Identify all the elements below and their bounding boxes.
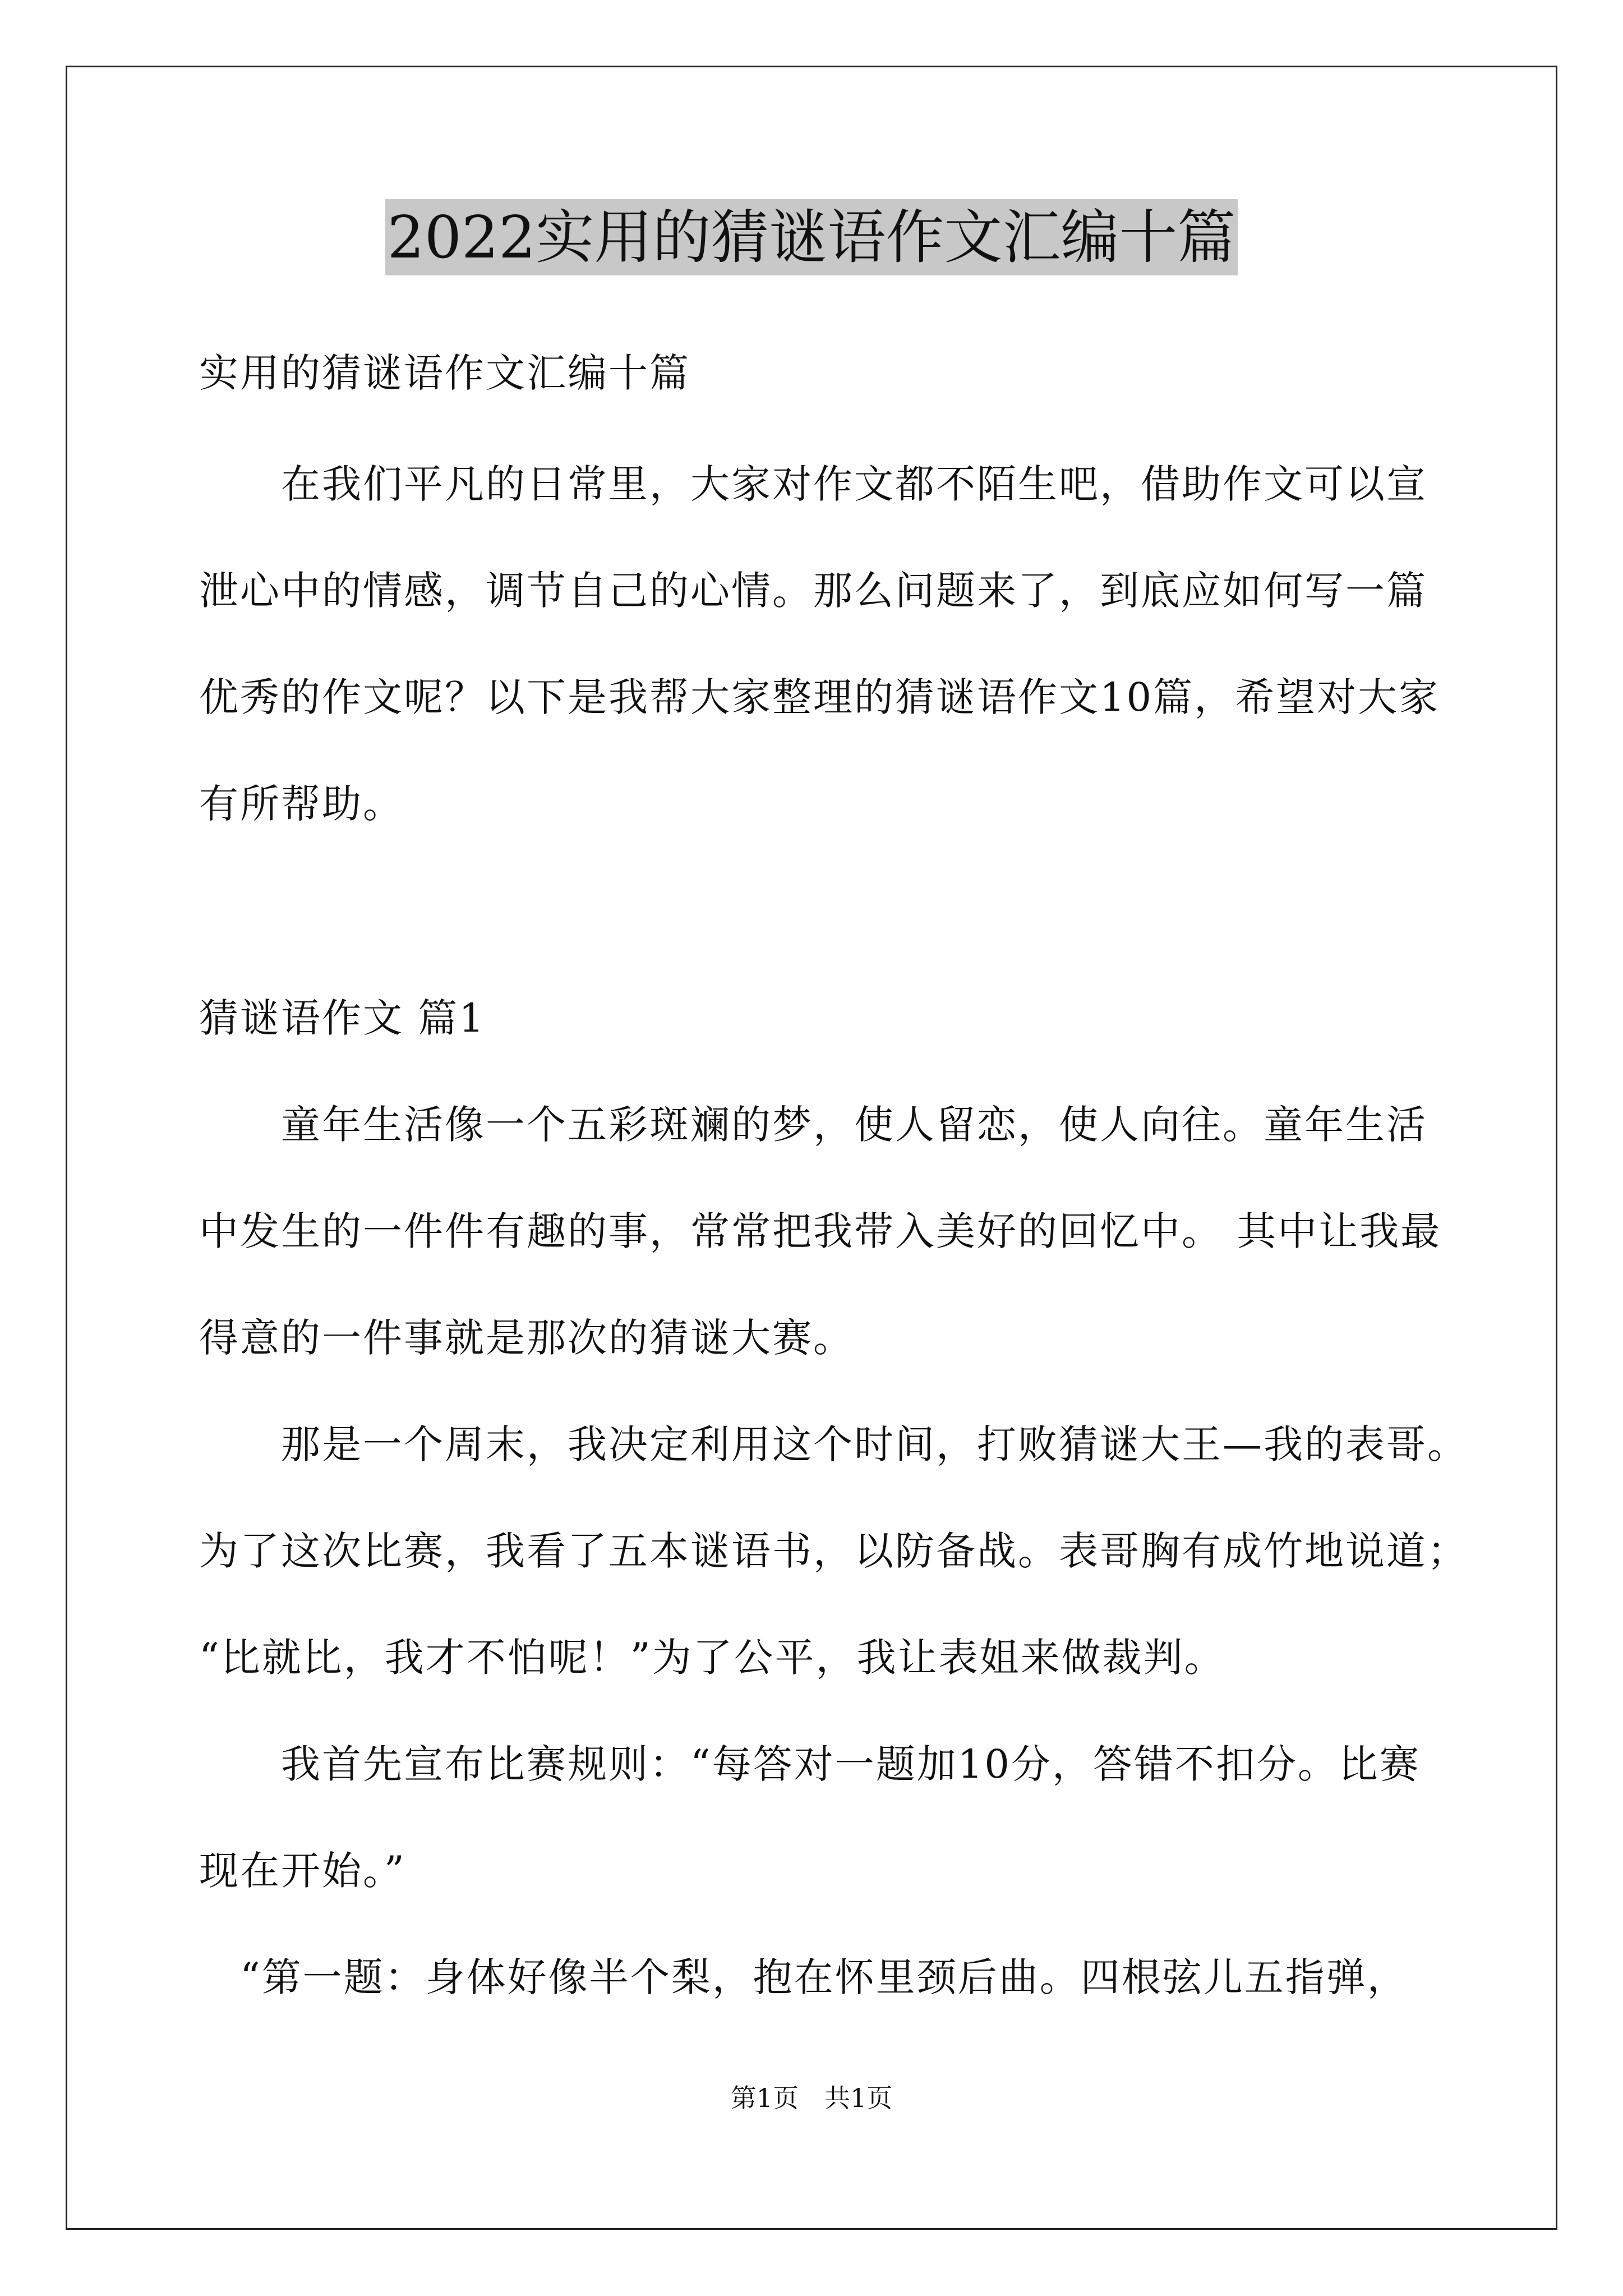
title-wrap <box>0 199 1623 275</box>
paragraph-line: 为了这次比赛，我看了五本谜语书，以防备战。表哥胸有成竹地说道； <box>199 1528 1468 1574</box>
document-title: 2022实用的猜谜语作文汇编十篇 <box>385 199 1238 275</box>
paragraph-line: 童年生活像一个五彩斑斓的梦，使人留恋，使人向往。童年生活 <box>199 1102 1427 1148</box>
paragraph-line: 那是一个周末，我决定利用这个时间，打败猜谜大王—我的表哥。 <box>199 1421 1468 1467</box>
paragraph-line: 中发生的一件件有趣的事，常常把我带入美好的回忆中。 其中让我最 <box>199 1208 1442 1254</box>
paragraph-line: 泄心中的情感，调节自己的心情。那么问题来了，到底应如何写一篇 <box>199 568 1427 614</box>
paragraph-line: “第一题：身体好像半个梨，抱在怀里颈后曲。四根弦儿五指弹， <box>199 1954 1408 2000</box>
paragraph-line: 优秀的作文呢？以下是我帮大家整理的猜谜语作文10篇，希望对大家 <box>199 674 1440 720</box>
page-footer: 第1页 共1页 <box>730 2083 893 2113</box>
paragraph-line: “比就比，我才不怕呢！”为了公平，我让表姐来做裁判。 <box>199 1635 1225 1681</box>
paragraph-line: 得意的一件事就是那次的猜谜大赛。 <box>199 1315 854 1361</box>
paragraph-line: 在我们平凡的日常里，大家对作文都不陌生吧，借助作文可以宣 <box>199 461 1427 507</box>
document-subtitle: 实用的猜谜语作文汇编十篇 <box>199 350 690 396</box>
paragraph-line: 我首先宣布比赛规则：“每答对一题加10分，答错不扣分。比赛 <box>199 1741 1421 1787</box>
section-heading: 猜谜语作文 篇1 <box>199 995 486 1041</box>
paragraph-line: 现在开始。” <box>199 1848 406 1894</box>
paragraph-line: 有所帮助。 <box>199 781 404 827</box>
